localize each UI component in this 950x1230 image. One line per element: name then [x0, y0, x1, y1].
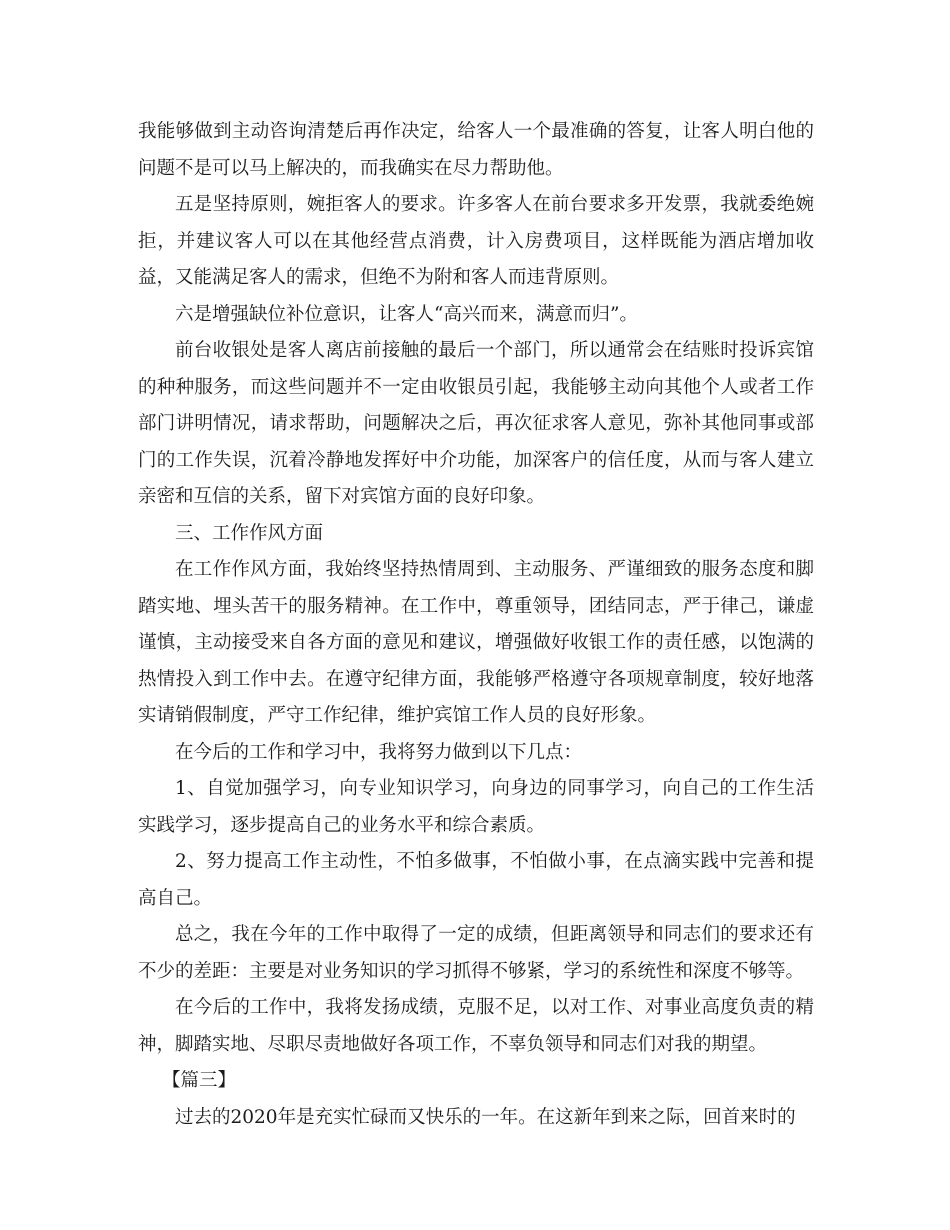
- list-item: 2、努力提高工作主动性，不怕多做事，不怕做小事，在点滴实践中完善和提高自己。: [138, 851, 814, 909]
- paragraph: 在今后的工作和学习中，我将努力做到以下几点：: [175, 741, 583, 763]
- paragraph: 我能够做到主动咨询清楚后再作决定，给客人一个最准确的答复，让客人明白他的问题不是可以马上解决的，而我确实在尽力帮助他。: [138, 121, 814, 179]
- paragraph: 过去的2020年是充实忙碌而又快乐的一年。在这新年到来之际，回首来时的: [175, 1106, 796, 1128]
- list-item: 1、自觉加强学习，向专业知识学习，向身边的同事学习，向自己的工作生活实践学习，逐步提高自己的业务水平和综合素质。: [138, 778, 814, 836]
- section-heading: 三、工作作风方面: [175, 522, 324, 544]
- paragraph: 六是增强缺位补位意识，让客人“高兴而来，满意而归”。: [175, 303, 638, 325]
- paragraph: 五是坚持原则，婉拒客人的要求。许多客人在前台要求多开发票，我就委绝婉拒，并建议客人可以在其他经营点消费，计入房费项目，这样既能为酒店增加收益，又能满足客人的需求，但绝不为附和客人而违背原则。: [138, 194, 814, 288]
- paragraph: 总之，我在今年的工作中取得了一定的成绩，但距离领导和同志们的要求还有不少的差距：主要是对业务知识的学习抓得不够紧，学习的系统性和深度不够等。: [138, 924, 814, 982]
- paragraph: 在今后的工作中，我将发扬成绩，克服不足，以对工作、对事业高度负责的精神，脚踏实地、尽职尽责地做好各项工作，不辜负领导和同志们对我的期望。: [138, 997, 814, 1055]
- paragraph: 前台收银处是客人离店前接触的最后一个部门，所以通常会在结账时投诉宾馆的种种服务，而这些问题并不一定由收银员引起，我能够主动向其他个人或者工作部门讲明情况，请求帮助，问题解决之后，再次征求客人意见，弥补其他同事或部门的工作失误，沉着冷静地发挥好中介功能，加深客户的信任度，从而与客人建立亲密和互信的关系，留下对宾馆方面的良好印象。: [138, 340, 814, 507]
- paragraph: 在工作作风方面，我始终坚持热情周到、主动服务、严谨细致的服务态度和脚踏实地、埋头苦干的服务精神。在工作中，尊重领导，团结同志，严于律己，谦虚谨慎，主动接受来自各方面的意见和建议，增强做好收银工作的责任感，以饱满的热情投入到工作中去。在遵守纪律方面，我能够严格遵守各项规章制度，较好地落实请销假制度，严守工作纪律，维护宾馆工作人员的良好形象。: [138, 559, 814, 726]
- section-marker: 【篇三】: [162, 1070, 237, 1091]
- document-body: [138, 114, 814, 1136]
